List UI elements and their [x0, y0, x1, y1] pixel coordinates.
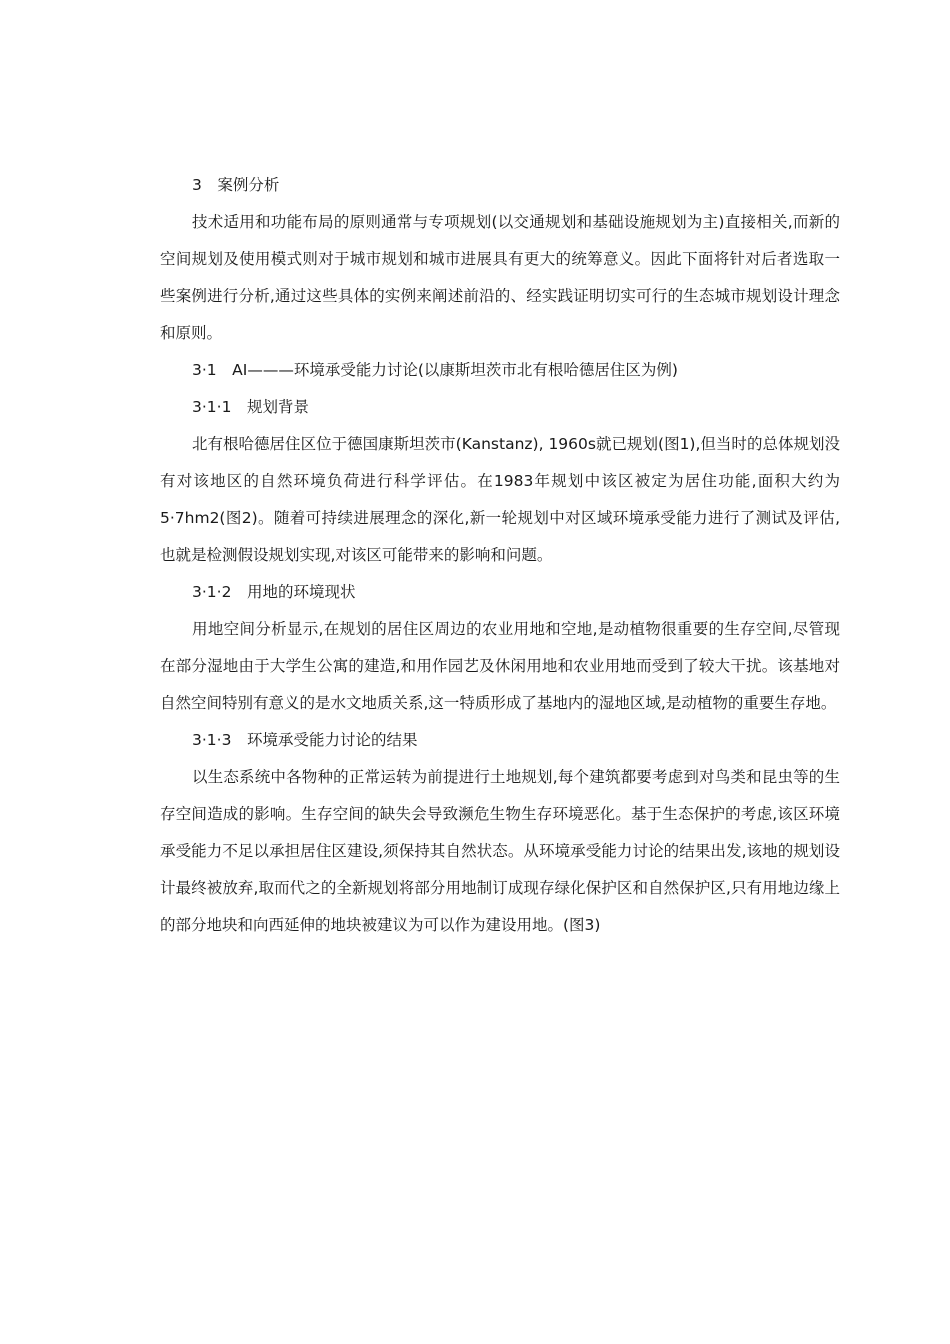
- section-heading-3-1-1: 3·1·1 规划背景: [192, 398, 309, 416]
- section-heading-3-1-2: 3·1·2 用地的环境现状: [192, 583, 356, 601]
- paragraph-environment: 用地空间分析显示,在规划的居住区周边的农业用地和空地,是动植物很重要的生存空间,尽管现在部分湿地由于大学生公寓的建造,和用作园艺及休闲用地和农业用地而受到了较大干扰。该基地对自然空间特别有意义的是水文地质关系,这一特质形成了基地内的湿地区域,是动植物的重要生存地。: [160, 620, 840, 712]
- section-heading-3-1-3: 3·1·3 环境承受能力讨论的结果: [192, 731, 418, 749]
- paragraph-intro: 技术适用和功能布局的原则通常与专项规划(以交通规划和基础设施规划为主)直接相关,而新的空间规划及使用模式则对于城市规划和城市进展具有更大的统筹意义。因此下面将针对后者选取一些案例进行分析,通过这些具体的实例来阐述前沿的、经实践证明切实可行的生态城市规划设计理念和原则。: [160, 213, 840, 342]
- paragraph-results: 以生态系统中各物种的正常运转为前提进行土地规划,每个建筑都要考虑到对鸟类和昆虫等的生存空间造成的影响。生存空间的缺失会导致濒危生物生存环境恶化。基于生态保护的考虑,该区环境承受能力不足以承担居住区建设,须保持其自然状态。从环境承受能力讨论的结果出发,该地的规划设计最终被放弃,取而代之的全新规划将部分用地制订成现存绿化保护区和自然保护区,只有用地边缘上的部分地块和向西延伸的地块被建议为可以作为建设用地。(图3): [160, 768, 840, 934]
- paragraph-background: 北有根哈德居住区位于德国康斯坦茨市(Kanstanz), 1960s就已规划(图1),但当时的总体规划没有对该地区的自然环境负荷进行科学评估。在1983年规划中该区被定为居住功能,面积大约为5·7hm2(图2)。随着可持续进展理念的深化,新一轮规划中对区域环境承受能力进行了测试及评估,也就是检测假设规划实现,对该区可能带来的影响和问题。: [160, 435, 840, 564]
- section-heading-3: 3 案例分析: [192, 176, 280, 194]
- document-body: [160, 167, 840, 944]
- section-heading-3-1: 3·1 AI———环境承受能力讨论(以康斯坦茨市北有根哈德居住区为例): [192, 361, 678, 379]
